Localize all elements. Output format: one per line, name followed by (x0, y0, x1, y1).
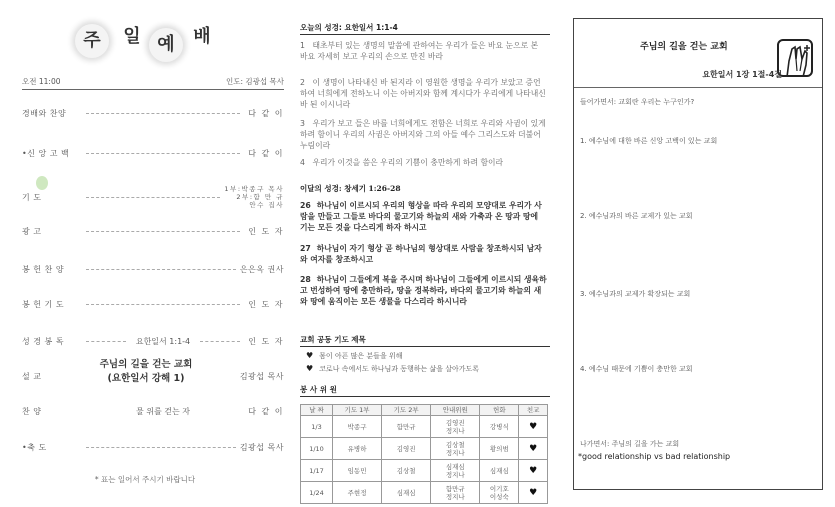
order-value: 김광섭 목사 (239, 371, 284, 381)
order-label: 찬 양 (22, 406, 42, 416)
order-item (22, 106, 284, 120)
date-cell: 1/24 (301, 482, 333, 504)
table-row (301, 482, 548, 504)
sermon-title-block (86, 358, 206, 386)
flower-cell: 강병식 (480, 416, 519, 438)
verse-number: 26 (300, 201, 311, 210)
column-header: 안내위원 (431, 405, 480, 416)
flower-cell: 황의범 (480, 438, 519, 460)
verse (300, 40, 548, 62)
sermon-notes-panel (573, 18, 823, 490)
order-item (22, 184, 284, 210)
prayer2-cell: 김상철 (382, 460, 431, 482)
order-item (22, 262, 284, 276)
verse (300, 243, 548, 265)
column-header: 친교 (519, 405, 548, 416)
heart-icon: ♥ (306, 364, 314, 373)
column-header: 헌화 (480, 405, 519, 416)
table-row (301, 416, 548, 438)
prayer-heading: 교회 공동 기도 제목 (300, 334, 550, 347)
order-value: 다 같 이 (248, 148, 284, 158)
order-value: 인 도 자 (248, 226, 284, 236)
date-cell: 1/3 (301, 416, 333, 438)
prayer-text: 몸이 아픈 많은 분들을 위해 (319, 352, 403, 360)
sermon-title: 주님의 길을 걷는 교회 (99, 359, 193, 370)
order-label: 설 교 (22, 371, 42, 381)
order-value: 인 도 자 (248, 299, 284, 309)
table-header-row (301, 405, 548, 416)
verse-text: 이 생명이 나타내신 바 된지라 이 영원한 생명을 우리가 보았고 증언하여 너희에게 전하노니 이는 아버지와 함께 계시다가 우리에게 나타내신 바 된 이시니라 (300, 78, 546, 109)
month-scripture-heading: 이달의 성경: 창세기 1:26-28 (300, 184, 401, 193)
leader-dots (86, 113, 240, 114)
today-scripture-heading: 오늘의 성경: 요한일서 1:1-4 (300, 22, 550, 35)
column-header: 기도 1부 (333, 405, 382, 416)
verse-number: 28 (300, 275, 311, 284)
verse-number: 2 (300, 78, 305, 87)
leader-dots (86, 447, 236, 448)
leader-dots (86, 231, 240, 232)
order-label: 기 도 (22, 192, 42, 202)
order-of-worship-column (0, 0, 290, 507)
volunteer-table (300, 404, 548, 504)
verse-text: 하나님이 이르시되 우리의 형상을 따라 우리의 모양대로 우리가 사람을 만들고 그들로 바다의 물고기와 하늘의 새와 가축과 온 땅과 땅에 기는 모든 것을 다스리게 하자 하시고 (300, 201, 542, 232)
order-label: 광 고 (22, 226, 42, 236)
verse (300, 118, 548, 151)
order-value: 다 같 이 (248, 108, 284, 118)
guide-cell: 심재심 정지나 (431, 460, 480, 482)
praying-hands-icon (777, 39, 813, 77)
order-value: 인 도 자 (248, 336, 284, 346)
column-header: 기도 2부 (382, 405, 431, 416)
leader-dots (86, 304, 240, 305)
title-char: 일 (123, 26, 141, 47)
scripture-column (300, 0, 550, 507)
prayer1-cell: 임동민 (333, 460, 382, 482)
table-row (301, 460, 548, 482)
service-info-line (22, 76, 284, 90)
order-item (22, 146, 284, 160)
leader-dots (86, 197, 220, 198)
guide-cell: 김영진 정지나 (431, 416, 480, 438)
hymn-title: 물 위를 걷는 자 (136, 406, 190, 416)
prayer-item (306, 364, 479, 374)
prayer-names (224, 185, 284, 209)
order-value: 김광섭 목사 (239, 442, 284, 452)
heart-icon: ♥ (519, 416, 548, 438)
prayer-name: 1부:박종구 목사 (224, 185, 284, 193)
verse-text: 우리가 이것을 씀은 우리의 기쁨이 충만하게 하려 함이라 (312, 158, 504, 167)
verse-number: 4 (300, 158, 305, 167)
heart-icon: ♥ (519, 482, 548, 504)
prayer-text: 코로나 속에서도 하나님과 동행하는 삶을 살아가도록 (319, 365, 480, 373)
point-note: 1. 예수님에 대한 바른 신앙 고백이 있는 교회 (580, 137, 718, 145)
worship-title (75, 20, 275, 66)
verse-number: 3 (300, 119, 305, 128)
order-label: •신 앙 고 백 (22, 148, 70, 158)
verse-number: 1 (300, 41, 305, 50)
heart-icon: ♥ (306, 351, 314, 360)
leader-dots (86, 153, 240, 154)
service-time: 오전 11:00 (22, 77, 61, 86)
leader-dots (200, 341, 240, 342)
leader-dots (86, 341, 126, 342)
scripture-ref: 요한일서 1:1-4 (135, 336, 191, 346)
verse (300, 274, 548, 307)
order-value: 은은옥 권사 (239, 264, 284, 274)
date-cell: 1/10 (301, 438, 333, 460)
verse-number: 27 (300, 244, 311, 253)
verse-text: 태초부터 있는 생명의 말씀에 관하여는 우리가 들은 바요 눈으로 본 바요 자세히 보고 우리의 손으로 만진 바라 (300, 41, 539, 61)
prayer1-cell: 유병하 (333, 438, 382, 460)
prayer-name: 2부:함 만 규 (236, 193, 284, 201)
prayer2-cell: 심재심 (382, 482, 431, 504)
order-label: 봉 헌 기 도 (22, 299, 65, 309)
prayer-name: 안수 집사 (249, 201, 284, 209)
service-leader: 인도: 김광섭 목사 (225, 77, 284, 86)
guide-cell: 김상철 정지나 (431, 438, 480, 460)
prayer2-cell: 함만규 (382, 416, 431, 438)
divider (574, 87, 822, 88)
prayer-item (306, 351, 402, 361)
order-label: 봉 헌 찬 양 (22, 264, 65, 274)
prayer2-cell: 김영진 (382, 438, 431, 460)
guide-cell: 함만규 정지나 (431, 482, 480, 504)
flower-cell: 이기호 이성숙 (480, 482, 519, 504)
point-note: 4. 예수님 때문에 기쁨이 충만한 교회 (580, 365, 693, 373)
point-note: 2. 예수님과의 바른 교제가 있는 교회 (580, 212, 693, 220)
flower-cell: 심재심 (480, 460, 519, 482)
verse (300, 200, 548, 233)
heart-icon: ♥ (519, 438, 548, 460)
order-value: 다 같 이 (248, 406, 284, 416)
standing-note: * 표는 일어서 주시기 바랍니다 (94, 475, 196, 484)
verse-text: 우리가 보고 들은 바를 너희에게도 전함은 너희로 우리와 사귐이 있게 하려 함이니 우리의 사귐은 아버지와 그의 아들 예수 그리스도와 더불어 누림이라 (300, 119, 546, 150)
date-cell: 1/17 (301, 460, 333, 482)
verse (300, 77, 548, 110)
english-note: *good relationship vs bad relationship (578, 452, 731, 461)
title-char: 배 (193, 26, 211, 47)
point-note: 3. 예수님과의 교제가 확장되는 교회 (580, 290, 691, 298)
sermon-subtitle: (요한일서 강해 1) (107, 373, 185, 384)
order-item (22, 404, 284, 418)
prayer1-cell: 주현정 (333, 482, 382, 504)
sermon-notes-title: 주님의 길을 걷는 교회 (640, 42, 728, 52)
sermon-notes-reference: 요한일서 1장 1절-4절 (702, 70, 782, 79)
table-row (301, 438, 548, 460)
closing-note: 나가면서: 주님의 길을 가는 교회 (580, 440, 680, 448)
order-label: 경배와 찬양 (22, 108, 67, 118)
order-label: 성 경 봉 독 (22, 336, 65, 346)
title-char: 주 (75, 24, 109, 58)
heart-icon: ♥ (519, 460, 548, 482)
intro-note: 들어가면서: 교회란 우리는 누구인가? (580, 98, 695, 106)
leader-dots (86, 269, 236, 270)
order-item (22, 224, 284, 238)
order-label: •축 도 (22, 442, 47, 452)
order-item (22, 334, 284, 348)
prayer1-cell: 박종구 (333, 416, 382, 438)
volunteers-heading: 봉 사 위 원 (300, 384, 550, 397)
title-char: 예 (149, 28, 183, 62)
column-header: 날 짜 (301, 405, 333, 416)
verse-text: 하나님이 그들에게 복을 주시며 하나님이 그들에게 이르시되 생육하고 번성하여 땅에 충만하라, 땅을 정복하라, 바다의 물고기와 하늘의 새와 땅에 움직이는 모든 생물을 다스리라 하시니라 (300, 275, 547, 306)
verse-text: 하나님이 자기 형상 곧 하나님의 형상대로 사람을 창조하시되 남자와 여자를 창조하시고 (300, 244, 542, 264)
order-item (22, 440, 284, 454)
order-item (22, 297, 284, 311)
verse (300, 157, 548, 168)
